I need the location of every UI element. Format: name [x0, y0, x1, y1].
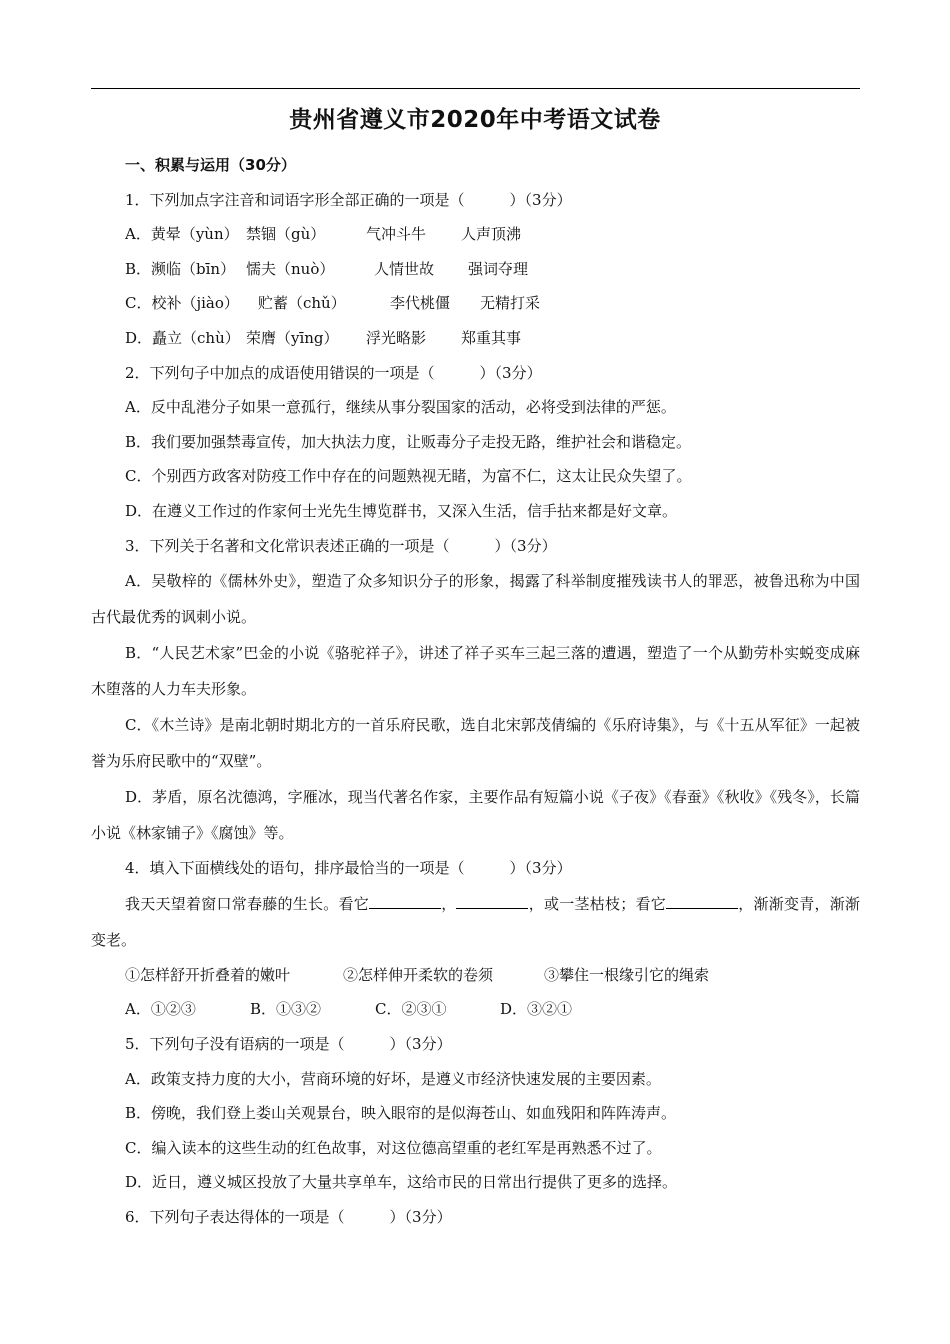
question-4-items — [91, 958, 860, 993]
option-word: 无精打采 — [480, 294, 541, 313]
question-2-option-b: B．我们要加强禁毒宣传，加大执法力度，让贩毒分子走投无路，维护社会和谐稳定。 — [125, 432, 692, 451]
question-5-option-c: C．编入读本的这些生动的红色故事，对这位德高望重的老红军是再熟悉不过了。 — [125, 1138, 662, 1157]
page-title: 贵州省遵义市2020年中考语文试卷 — [289, 107, 661, 133]
fill-blank — [369, 892, 441, 909]
answer-option: B．①③② — [250, 1000, 322, 1019]
option-word: B．濒临（bīn） — [125, 259, 236, 278]
passage-text: ，渐渐变青，渐渐变老。 — [91, 894, 860, 949]
question-3-stem: 3．下列关于名著和文化常识表述正确的一项是（ ）（3分） — [125, 536, 557, 555]
passage-text: 我天天望着窗口常春藤的生长。看它 — [125, 894, 369, 913]
sentence-item: ③攀住一根缘引它的绳索 — [544, 965, 710, 984]
question-1-option-d — [91, 321, 860, 356]
sentence-item: ②怎样伸开柔软的卷须 — [343, 965, 494, 984]
option-word: 贮蓄（chǔ） — [258, 294, 346, 313]
question-5-option-a: A．政策支持力度的大小，营商环境的好坏，是遵义市经济快速发展的主要因素。 — [125, 1069, 661, 1088]
option-word: 人情世故 — [374, 259, 435, 278]
question-3-option-b: B．“人民艺术家”巴金的小说《骆驼祥子》，讲述了祥子买车三起三落的遭遇，塑造了一个从勤劳朴实蜕变成麻木堕落的人力车夫形象。 — [91, 644, 860, 699]
question-1-option-b — [91, 252, 860, 287]
answer-option: D．③②① — [500, 1000, 573, 1019]
option-word: 郑重其事 — [461, 328, 522, 347]
exam-content — [91, 148, 860, 1234]
option-word: A．黄晕（yùn） — [125, 225, 239, 244]
section-heading: 一、积累与运用（30分） — [125, 156, 296, 174]
passage-text: ， — [440, 894, 457, 913]
option-word: 人声顶沸 — [461, 225, 522, 244]
question-2-option-c: C．个别西方政客对防疫工作中存在的问题熟视无睹，为富不仁，这太让民众失望了。 — [125, 467, 692, 486]
option-word: 荣膺（yīng） — [246, 328, 339, 347]
option-word: 李代桃僵 — [390, 294, 451, 313]
question-2-option-d: D．在遵义工作过的作家何士光先生博览群书，又深入生活，信手拈来都是好文章。 — [125, 501, 678, 520]
option-word: 禁锢（gù） — [246, 225, 326, 244]
option-word: C．校补（jiào） — [125, 294, 239, 313]
question-5-option-b: B．傍晚，我们登上娄山关观景台，映入眼帘的是似海苍山、如血残阳和阵阵涛声。 — [125, 1104, 677, 1123]
question-1-option-a — [91, 217, 860, 252]
question-5-option-d: D．近日，遵义城区投放了大量共享单车，这给市民的日常出行提供了更多的选择。 — [125, 1173, 678, 1192]
header-rule — [91, 88, 860, 89]
option-word: 懦夫（nuò） — [246, 259, 335, 278]
question-3-option-a: A．吴敬梓的《儒林外史》，塑造了众多知识分子的形象，揭露了科举制度摧残读书人的罪恶，被鲁迅称为中国古代最优秀的讽刺小说。 — [91, 572, 860, 627]
question-3-option-c: C．《木兰诗》是南北朝时期北方的一首乐府民歌，选自北宋郭茂倩编的《乐府诗集》，与《十五从军征》一起被誉为乐府民歌中的“双壁”。 — [91, 716, 860, 771]
question-2-stem: 2．下列句子中加点的成语使用错误的一项是（ ）（3分） — [125, 363, 542, 382]
option-word: 浮光略影 — [366, 328, 427, 347]
fill-blank — [456, 892, 528, 909]
question-2-option-a: A．反中乱港分子如果一意孤行，继续从事分裂国家的活动，必将受到法律的严惩。 — [125, 398, 676, 417]
question-4-stem: 4．填入下面横线处的语句，排序最恰当的一项是（ ）（3分） — [125, 859, 572, 878]
option-word: D．矗立（chù） — [125, 328, 240, 347]
answer-option: A．①②③ — [125, 1000, 196, 1019]
sentence-item: ①怎样舒开折叠着的嫩叶 — [125, 965, 291, 984]
question-1-stem: 1．下列加点字注音和词语字形全部正确的一项是（ ）（3分） — [125, 190, 572, 209]
question-5-stem: 5．下列句子没有语病的一项是（ ）（3分） — [125, 1034, 452, 1053]
question-6-stem: 6．下列句子表达得体的一项是（ ）（3分） — [125, 1207, 452, 1226]
option-word: 气冲斗牛 — [366, 225, 427, 244]
question-1-option-c — [91, 286, 860, 321]
question-3-option-d: D．茅盾，原名沈德鸿，字雁冰，现当代著名作家，主要作品有短篇小说《子夜》《春蚕》《秋收》《残冬》，长篇小说《林家铺子》《腐蚀》等。 — [91, 788, 860, 843]
fill-blank — [666, 892, 738, 909]
passage-text: ，或一茎枯枝；看它 — [528, 894, 666, 913]
option-word: 强词夺理 — [468, 259, 529, 278]
question-4-options — [91, 992, 860, 1027]
question-4-passage — [91, 886, 860, 958]
answer-option: C．②③① — [375, 1000, 447, 1019]
